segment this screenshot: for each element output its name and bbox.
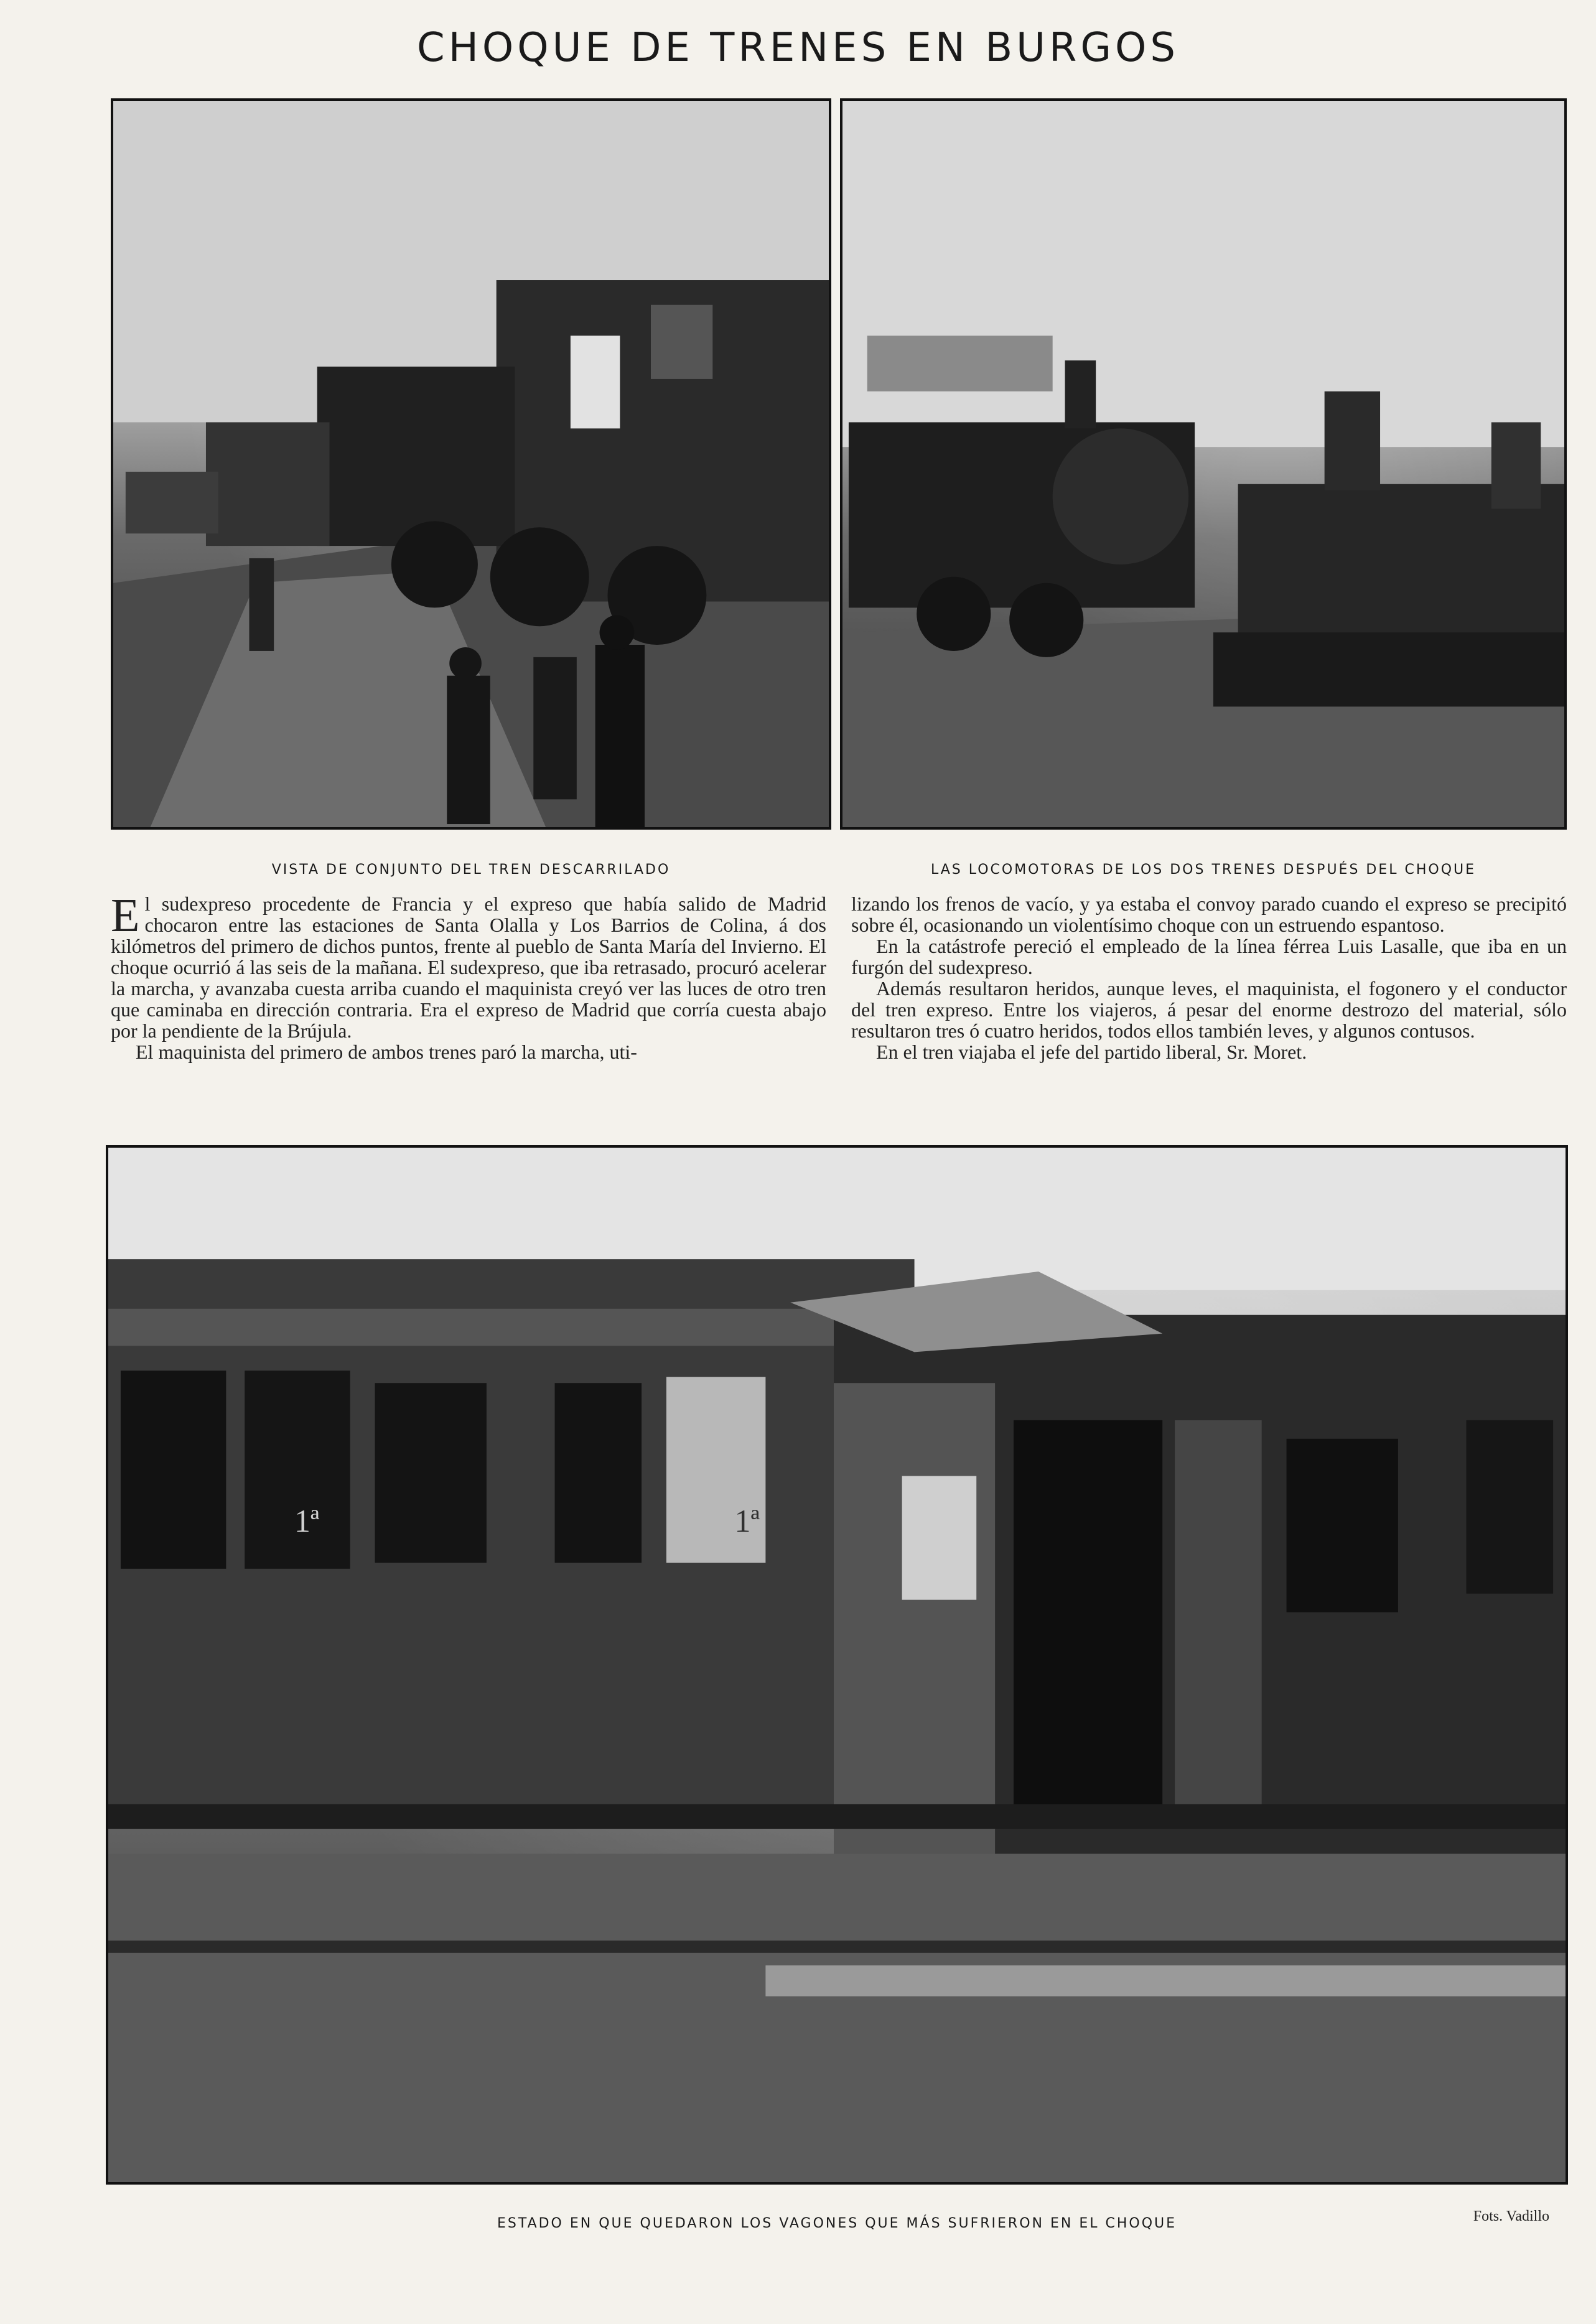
article-column-1 (111, 889, 826, 1063)
photo-derailed-train (111, 98, 831, 830)
article-paragraph: El maquinista del primero de ambos trenes paró la marcha, uti- (136, 1041, 637, 1063)
wagon-class-label: 1ª (294, 1504, 320, 1540)
damaged-wagons-illustration (108, 1148, 1566, 2182)
article-paragraph: En el tren viajaba el jefe del partido liberal, Sr. Moret. (876, 1041, 1307, 1063)
article-paragraph: En la catástrofe pereció el empleado de la línea férrea Luis Lasalle, que iba en un furgón del sudexpreso. (851, 935, 1567, 978)
article-paragraph: El sudexpreso procedente de Francia y el expreso que había salido de Madrid chocaron entre las estaciones de Santa Olalla y Los Barrios de Colina, á dos kilómetros del primero de dichos puntos, frente al pueblo de Santa María del Invierno. El choque ocurrió á las seis de la mañana. El sudexpreso, que iba retrasado, procuró acelerar la marcha, y avanzaba cuesta arriba cuando el maquinista creyó ver las luces de otro tren que caminaba en dirección contraria. Era el expreso de Madrid que corría cuesta abajo por la pendiente de la Brújula. (111, 889, 826, 1042)
drop-cap: E (111, 889, 140, 942)
caption-derailed-train: VISTA DE CONJUNTO DEL TREN DESCARRILADO (271, 862, 671, 878)
derailed-train-illustration (113, 101, 829, 827)
article-paragraph: lizando los frenos de vacío, y ya estaba el convoy parado cuando el expreso se precipitó sobre él, ocasionando un violentísimo choque con un estruendo espantoso. (851, 893, 1567, 936)
article-paragraph: Además resultaron heridos, aunque leves, el maquinista, el fogonero y el conductor del tren expreso. Entre los viajeros, á pesar del enorme destrozo del material, sólo resultaron tres ó cuatro heridos, todos ellos también leves, y algunos contusos. (851, 977, 1567, 1042)
wagon-class-label: 1ª (734, 1504, 760, 1540)
locomotives-illustration (842, 101, 1564, 827)
photo-locomotives (840, 98, 1567, 830)
caption-damaged-wagons: ESTADO EN QUE QUEDARON LOS VAGONES QUE MÁS SUFRIERON EN EL CHOQUE (497, 2216, 1177, 2231)
photo-credit: Fots. Vadillo (1473, 2208, 1549, 2224)
photo-damaged-wagons (106, 1145, 1568, 2185)
caption-locomotives: LAS LOCOMOTORAS DE LOS DOS TRENES DESPUÉS DEL CHOQUE (930, 862, 1477, 878)
page-title: CHOQUE DE TRENES EN BURGOS (417, 25, 1179, 71)
article-column-2 (851, 893, 1567, 1062)
